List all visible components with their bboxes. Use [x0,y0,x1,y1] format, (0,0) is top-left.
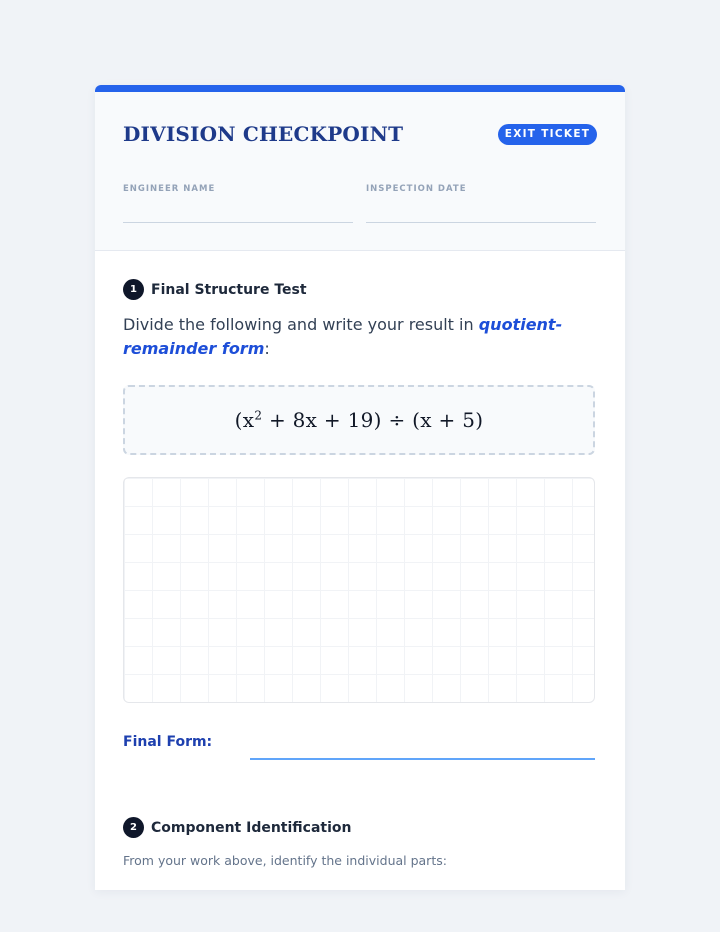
prompt-end: : [264,339,270,358]
section-2-prompt: From your work above, identify the individual parts: [123,853,447,868]
engineer-name-field[interactable] [123,184,353,223]
engineer-name-label: ENGINEER NAME [123,184,216,194]
final-form-label: Final Form: [123,734,213,750]
prompt-emphasis: quotient-remainder form [123,315,563,358]
worksheet-title: DIVISION CHECKPOINT [123,122,404,146]
section-2-number: 2 [123,817,144,838]
exit-ticket-badge: EXIT TICKET [498,124,597,145]
expression-part-1: (x [234,408,255,432]
inspection-date-label: INSPECTION DATE [366,184,467,194]
prompt-text: Divide the following and write your result in [123,315,479,334]
inspection-date-input-line[interactable] [366,222,596,223]
final-form-row[interactable] [123,725,595,763]
work-grid-area[interactable] [123,477,595,703]
division-expression [235,408,484,432]
worksheet-card [95,85,625,890]
section-1-number: 1 [123,279,144,300]
inspection-date-field[interactable] [366,184,596,223]
section-1-prompt [123,313,593,361]
final-form-answer-line[interactable] [250,758,595,760]
section-1-title: Final Structure Test [151,281,307,298]
problem-box [123,385,595,455]
section-1-heading [123,279,307,300]
expression-exponent: 2 [254,408,263,423]
expression-part-2: + 8x + 19) ÷ (x + 5) [262,408,484,432]
section-2-heading [123,817,352,838]
section-2-title: Component Identification [151,819,352,836]
worksheet-header [95,92,625,251]
engineer-name-input-line[interactable] [123,222,353,223]
accent-bar [95,85,625,92]
